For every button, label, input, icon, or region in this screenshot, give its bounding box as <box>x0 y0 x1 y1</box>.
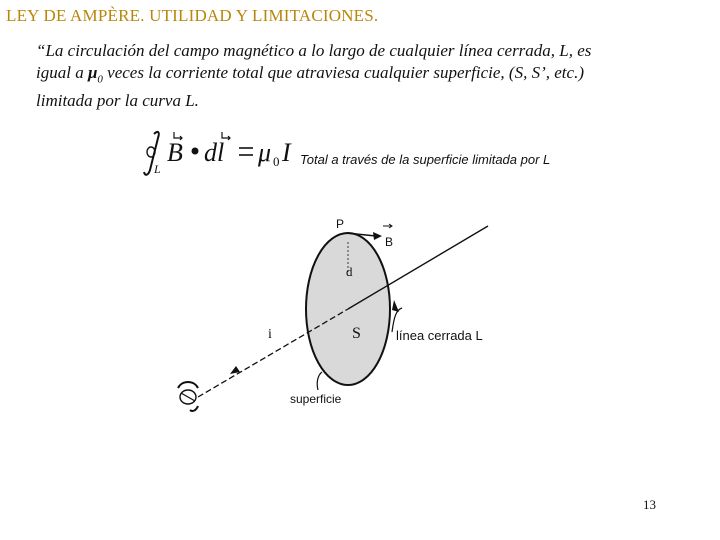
dot-product-icon <box>192 148 199 155</box>
integral-path-label: L <box>154 162 161 176</box>
ampere-law-statement <box>36 40 696 112</box>
slide-title: LEY DE AMPÈRE. UTILIDAD Y LIMITACIONES. <box>6 6 379 25</box>
statement-line-2: igual a $\mu_0$ veces la corriente total que atraviesa cualquier superficie, (S, S’, etc.) <box>36 63 584 86</box>
eq-mu-sub: 0 <box>273 154 280 169</box>
eq-B: B <box>167 138 183 167</box>
ampere-equation <box>140 128 300 176</box>
eq-dl: dl <box>204 138 225 167</box>
mu-symbol: μ <box>87 63 98 82</box>
surface-S-label: S <box>352 325 361 342</box>
b-vector-arrow-icon <box>373 232 382 240</box>
eq-mu: μ <box>258 138 272 167</box>
point-P-label: P <box>336 217 345 231</box>
right-hand-rule-icon <box>178 382 198 411</box>
B-vector-label: B <box>385 235 394 249</box>
page-number: 13 <box>643 497 656 512</box>
statement-line-3: limitada por la curva L. <box>36 91 199 111</box>
statement-line-1: “La circulación del campo magnético a lo largo de cualquier línea cerrada, L, es <box>36 41 592 60</box>
equation-description: Total a través de la superficie limitada por L <box>300 152 551 167</box>
ampere-diagram <box>170 212 510 412</box>
eq-I: I <box>282 138 291 167</box>
d-label: d <box>346 264 353 279</box>
current-i-label: i <box>268 327 272 342</box>
surface-label: superficie <box>290 392 342 406</box>
closed-line-label: línea cerrada L <box>396 328 483 343</box>
mu-subscript: 0 <box>97 73 103 86</box>
